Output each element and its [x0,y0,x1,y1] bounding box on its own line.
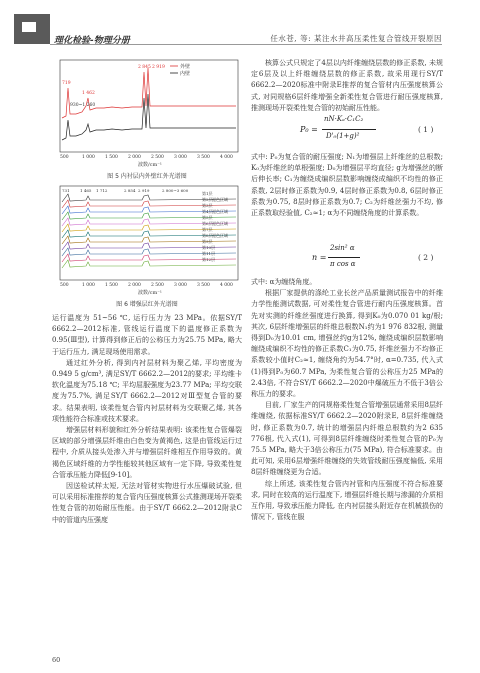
eq1-number: ( 1 ) [418,125,434,134]
paragraph: 因送检试样太短, 无法对管材实物进行水压爆破试验, 但可以采用标准推荐的复合管内压强度核算公式推测现场开裂柔性复合管的初始耐压性能。由于SY/T 6662.2—2012附录C中的管道内压强度 [52,482,242,524]
figure-6-chart [52,184,242,296]
eq2-denominator: π cos α [330,260,356,268]
fig5-xtick: 500 [60,155,69,160]
fig6-xtick: 4 000 [220,283,233,288]
fig5-xtick: 3 000 [174,155,187,160]
paragraph: 根据厂家提供的涤纶工业长丝产品质量测试报告中的纤维力学性能测试数据, 可对柔性复合管进行耐内压强度核算。首先对实测的纤维丝强度进行换算, 得到K₀为0.070 01 kg/根; 其次, 6层纤维增强层的纤维总根数N₁约为1 976 832根, 测量得到D₀为10.01 cm, 增强丝约g为12%, 缠绕成编织层数影响缠绕成编织不均性的修正系数C₁为0.75, 纤维丝强力不均修正系数较小值时C₂≈1, 缠绕角约为54.7°时, α=0.735, 代入式(1)得到P₀为60.7 MPa, 为柔性复合管的公称压力25 MPa的2.43倍, 不符合SY/T 6662.2—2020中爆破压力不低于3倍公称压力的要求。 [251,289,443,399]
right-column-text-bottom [251,277,443,523]
fig6-xtick: 2 500 [151,283,164,288]
fig5-peak-2845: 2 845 [138,65,151,70]
eq1-fraction-bar [322,129,376,130]
left-column-text [52,313,242,526]
eq2-fraction-bar [328,257,360,258]
fig5-legend-inner: 内壁 [180,71,191,77]
fig5-xtick: 1 000 [82,155,95,160]
equation-2 [312,244,440,274]
eq1-denominator: D'₀(1+g)² [326,132,360,140]
eq1-lhs: P₀ = [300,125,318,134]
fig6-legend-item: 第8层 [202,233,213,238]
fig6-peak-1712: 1 712 [96,188,108,193]
fig6-peak-1465: 1 465 [80,188,92,193]
eq2-numerator: 2sin² α [330,244,355,252]
fig6-peak-2854: 2 854 [124,188,136,193]
fig6-legend-tag: 褪色区域 [212,221,228,226]
fig6-xticks [60,282,233,288]
paragraph: 运行温度为 51~56 ℃, 运行压力为 23 MPa。依据SY/T 6662.2—2012标准, 管线运行温度下的温度修正系数为0.95(Ⅲ型), 计算得到修正后的公称压力为25.75 MPa, 略大于运行压力, 满足现场使用需求。 [52,314,242,356]
fig6-legend-item: 第3层 [202,203,213,208]
paragraph: 核算公式只规定了4层以内纤维缠绕层数的修正系数, 未规定6层及以上纤维缠绕层数的修正系数, 故采用现行SY/T 6662.2—2020标准中附录E推荐的复合管材内压强度核算公式, 对同规格6层纤维增强全新柔性复合管进行耐压强度核算, 推测现场开裂柔性复合管的初始耐压性能。 [251,59,443,112]
fig6-xtick: 1 000 [82,283,95,288]
fig6-legend-tag: 褪色区域 [212,233,228,238]
right-column-text-mid [251,152,443,219]
eq2-number: ( 2 ) [418,253,434,262]
figure-5-chart [52,58,242,168]
fig5-xticks [60,154,233,160]
logo-cutout [22,22,36,32]
fig6-legend-item: 第7层 [202,227,213,232]
fig6-legend [202,190,228,262]
fig6-legend-item: 第9层 [202,239,213,244]
fig5-xtick: 1 500 [105,155,118,160]
fig6-legend-tag: 褪色区域 [212,197,228,202]
figure-5-caption: 图 5 内衬层内外壁红外光谱图 [107,173,187,180]
fig5-peak-930: 930~1 260 [70,103,96,108]
eq2-lhs: n = [312,253,327,262]
fig6-legend-tag: 褪色区域 [212,209,228,214]
fig6-peak-2919: 2 919 [138,188,150,193]
fig6-xtick: 500 [60,283,69,288]
fig5-peak-1462: 1 462 [82,91,95,96]
fig6-legend-item: 第5层 [202,215,213,220]
running-title: 任水苍, 等: 某注水井高压柔性复合管线开裂原因 [270,34,442,43]
fig5-xtick: 2 500 [151,155,164,160]
eq1-numerator: nN·Kₐ·C₁C₂ [324,115,364,123]
figure-6-caption: 图 6 增强层红外光谱图 [116,301,178,308]
equation-1 [300,115,440,149]
paragraph: 综上所述, 该柔性复合管内衬管和内压强度不符合标准要求, 同时在较高的运行温度下, 增强层纤维长期与渗漏的介质相互作用, 导致承压能力降低, 在内衬层接头附近存在机械损伤的情况下, 管线在服 [251,479,443,522]
fig5-xlabel: 波数/cm⁻¹ [138,162,162,168]
fig6-legend-item: 第6层 [202,221,213,226]
header-rule [50,44,442,45]
fig6-peak-731: 731 [62,188,70,193]
fig6-xtick: 3 000 [174,283,187,288]
journal-name: 理化检验-物理分册 [54,36,130,46]
fig6-peak-2800: 2 800~3 600 [162,188,189,193]
fig6-xtick: 3 500 [197,283,210,288]
fig6-legend-item: 第4层 [202,209,213,214]
paragraph: 目前, 厂家生产的同规格柔性复合管增强层通常采用8层纤维缠绕, 依据标准SY/T 6662.2—2020附录E, 8层纤维缠绕时, 修正系数为0.7, 统计的增强层内纤维总根数约为2 635 776根, 代入式(1), 可得到8层纤维缠绕时柔性复合管的P₀为75.5 MPa, 略大于3倍公称压力(75 MPa), 符合标准要求。由此可知, 采用6层增强纤维缠绕的失效管线耐压强度偏低, 采用8层纤维缠绕更为合适。 [251,401,443,477]
fig5-xtick: 4 000 [220,155,233,160]
paragraph: 增强层材料形貌和红外分析结果表明: 该柔性复合管爆裂区域的部分增强层纤维由白色变为黄褐色, 这是由管线运行过程中, 介质从接头处渗入并与增强层纤维相互作用导致的。黄褐色区域纤维的力学性能较其他区域有一定下降, 导致柔性复合管承压能力降低[9-10]。 [52,426,242,479]
fig5-series-inner [62,94,236,140]
fig6-legend-item: 第10层 [202,245,216,250]
fig5-legend-outer: 外壁 [180,64,191,70]
paragraph: 通过红外分析, 得到内衬层材料为聚乙烯, 平均密度为0.949 5 g/cm³, 满足SY/T 6662.2—2012的要求; 平均维卡软化温度为75.18 ℃; 平均屈服强度为23.77 MPa; 平均交联度为75.7%, 满足SY/T 6662.2—2012对Ⅲ型复合管的要求。结果表明, 该柔性复合管内衬层材料为交联聚乙烯, 其各项性能符合标准或技术要求。 [52,358,242,423]
fig6-xtick: 2 000 [128,283,141,288]
fig6-legend-item: 第2层 [202,197,213,202]
fig5-peak-2919: 2 919 [152,65,165,70]
paragraph: 式中: P₀为复合管的耐压强度; N₁为增强层上纤维丝的总根数; K₀为纤维丝的单根强度; D₀为增强层平均直径; g为增强丝的断后伸长率; C₁为缠绕成编织层数影响缠绕成编织不均性的修正系数, 2层时修正系数为0.9, 4层时修正系数为0.8, 6层时修正系数为0.75, 8层时修正系数为0.7; C₂为纤维丝强力不均, 修正系数取经验值, C₂≈1; α为不同缠绕角度的计算系数。 [251,153,443,218]
fig5-xtick: 2 000 [128,155,141,160]
page-number: 60 [52,656,61,664]
right-column-text-top [251,58,443,114]
paragraph: 式中: α为缠绕角度。 [251,278,317,286]
fig6-legend-item: 第1层 [202,191,213,196]
fig5-peak-719: 719 [62,81,71,86]
fig6-legend-item: 第11层 [202,251,216,256]
fig6-xtick: 1 500 [105,283,118,288]
fig5-xtick: 3 500 [197,155,210,160]
fig6-legend-item: 第12层 [202,257,216,262]
fig6-xlabel: 波数/cm⁻¹ [138,290,162,296]
